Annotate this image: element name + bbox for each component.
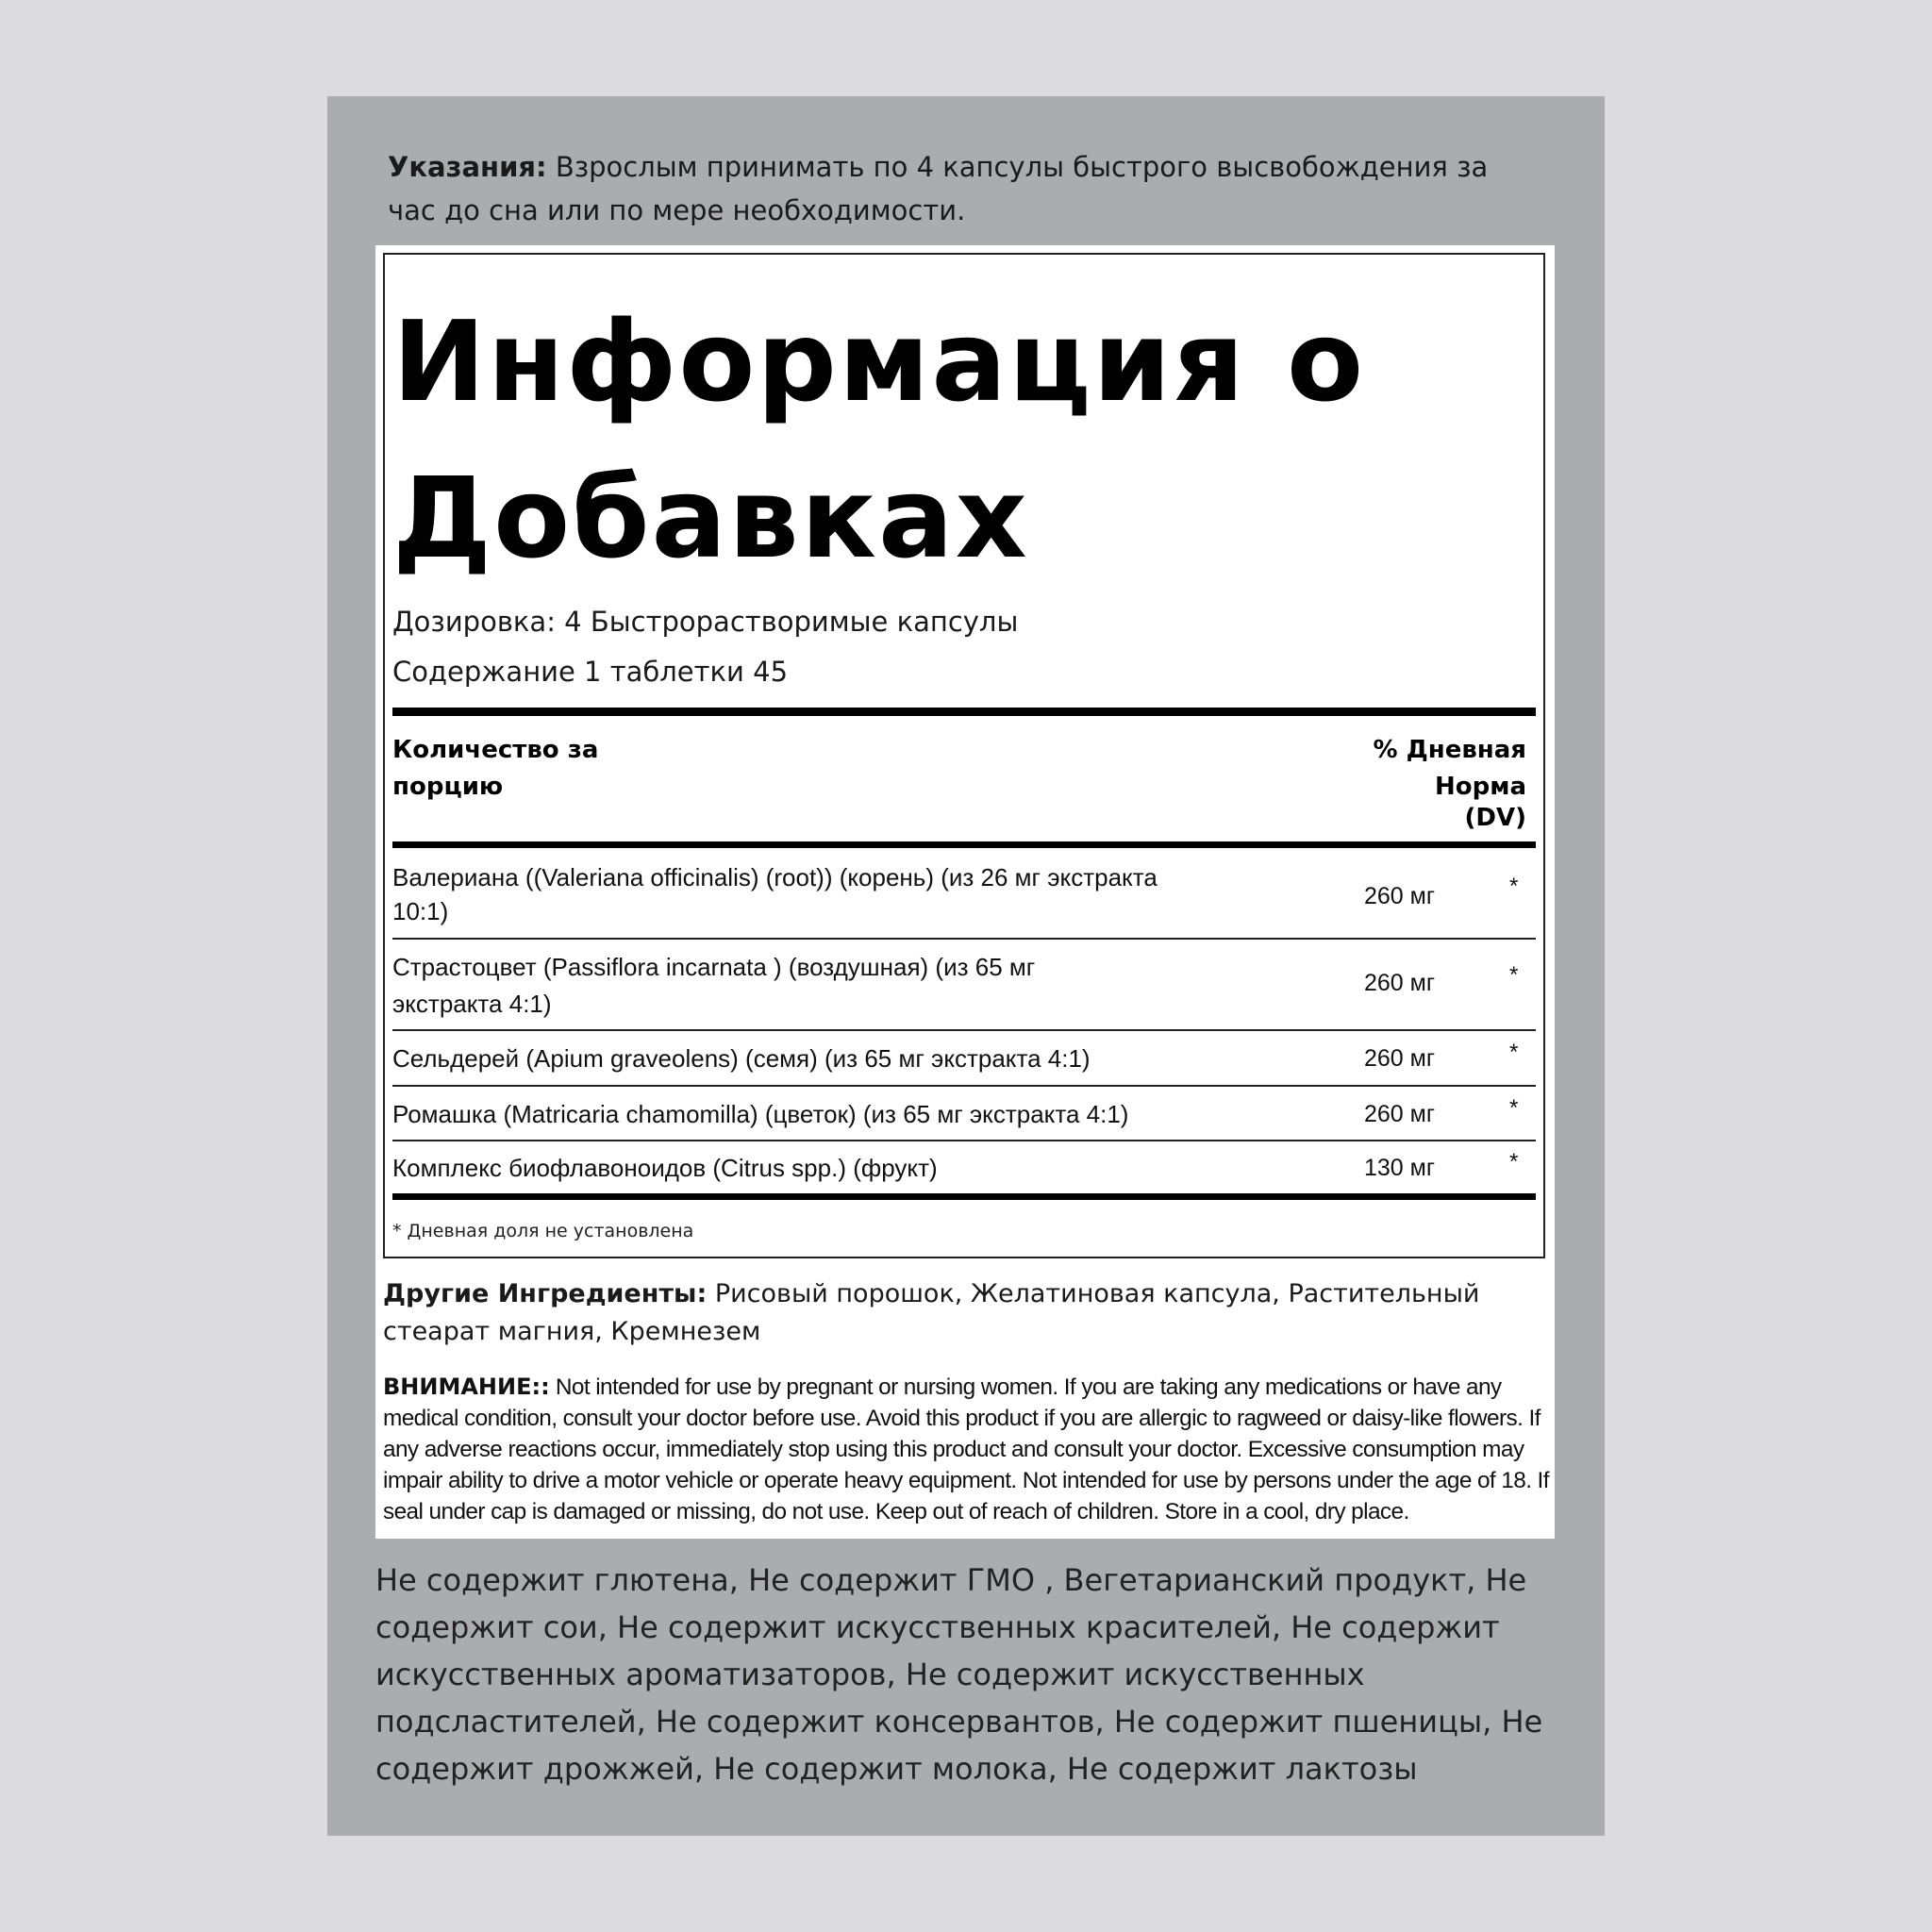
header-dv-line1: % Дневная	[1373, 736, 1526, 764]
header-amount-per-serving: Количество за порцию	[392, 736, 599, 801]
thick-divider-bottom	[392, 1193, 1536, 1200]
ingredient-name: Страстоцвет (Passiflora incarnata ) (воздушная) (из 65 мг экстракта 4:1)	[392, 953, 1036, 1018]
ingredient-amount: 130 мг	[1364, 1155, 1435, 1181]
warning	[383, 1372, 1549, 1527]
ingredient-name: Комплекс биофлавоноидов (Citrus spp.) (фрукт)	[392, 1154, 938, 1182]
header-dv-line2: Норма	[1434, 773, 1526, 801]
supplement-card	[375, 245, 1555, 1539]
directions-label: Указания:	[388, 151, 547, 183]
table-row	[392, 1031, 1536, 1087]
warning-label: ВНИМАНИЕ::	[383, 1374, 550, 1400]
header-dv-line3: (DV)	[1464, 804, 1526, 832]
daily-value-footnote: * Дневная доля не установлена	[392, 1221, 694, 1241]
table-row	[392, 1087, 1536, 1141]
other-ingredients-text: Рисовый порошок, Желатиновая капсула, Растительный стеарат магния, Кремнезем	[383, 1279, 1480, 1346]
facts-title: Информация о Добавках	[392, 296, 1366, 583]
servings-per-container: Содержание 1 таблетки 45	[392, 656, 789, 688]
ingredient-amount: 260 мг	[1364, 970, 1435, 996]
table-row	[392, 940, 1536, 1031]
thick-divider-top	[392, 708, 1536, 716]
other-ingredients-label: Другие Ингредиенты:	[383, 1279, 708, 1308]
ingredient-dv: *	[1509, 962, 1519, 988]
serving-size: Дозировка: 4 Быстрорастворимые капсулы	[392, 606, 1019, 638]
ingredient-amount: 260 мг	[1364, 1045, 1435, 1072]
ingredient-dv: *	[1509, 1040, 1519, 1065]
directions-text: Взрослым принимать по 4 капсулы быстрого высвобождения за час до сна или по мере необходимости.	[388, 151, 1489, 226]
supplement-facts-box	[383, 253, 1545, 1258]
ingredient-name: Валериана ((Valeriana officinalis) (root)) (корень) (из 26 мг экстракта 10:1)	[392, 863, 1158, 925]
ingredient-amount: 260 мг	[1364, 883, 1435, 909]
ingredient-dv: *	[1509, 1095, 1519, 1121]
ingredient-dv: *	[1509, 874, 1519, 899]
label-panel	[327, 96, 1605, 1836]
warning-text: Not intended for use by pregnant or nursing women. If you are taking any medications or have any medical condition, consult your doctor before use. Avoid this product if you are allergic to ragweed or daisy-like flowers. If any adverse reactions occur, immediately stop using this product and consult your doctor. Excessive consumption may impair ability to drive a motor vehicle or operate heavy equipment. Not intended for use by persons under the age of 18. If seal under cap is damaged or missing, do not use. Keep out of reach of children. Store in a cool, dry place.	[383, 1374, 1549, 1524]
thick-divider-header	[392, 841, 1536, 848]
directions	[388, 145, 1539, 232]
ingredient-name: Сельдерей (Apium graveolens) (семя) (из 65 мг экстракта 4:1)	[392, 1044, 1091, 1073]
ingredient-name: Ромашка (Matricaria chamomilla) (цветок) (из 65 мг экстракта 4:1)	[392, 1100, 1129, 1128]
table-row	[392, 851, 1536, 940]
header-daily-value	[1243, 732, 1526, 830]
ingredient-amount: 260 мг	[1364, 1101, 1435, 1127]
ingredient-dv: *	[1509, 1149, 1519, 1174]
ingredient-rows	[392, 851, 1536, 1194]
free-from-claims: Не содержит глютена, Не содержит ГМО , Вегетарианский продукт, Не содержит сои, Не содержит искусственных красителей, Не содержит искусственных ароматизаторов, Не содержит искусственных подсластителей, Не содержит консервантов, Не содержит пшеницы, Не содержит дрожжей, Не содержит молока, Не содержит лактозы	[375, 1562, 1543, 1787]
table-row	[392, 1141, 1536, 1194]
other-ingredients	[383, 1275, 1543, 1351]
